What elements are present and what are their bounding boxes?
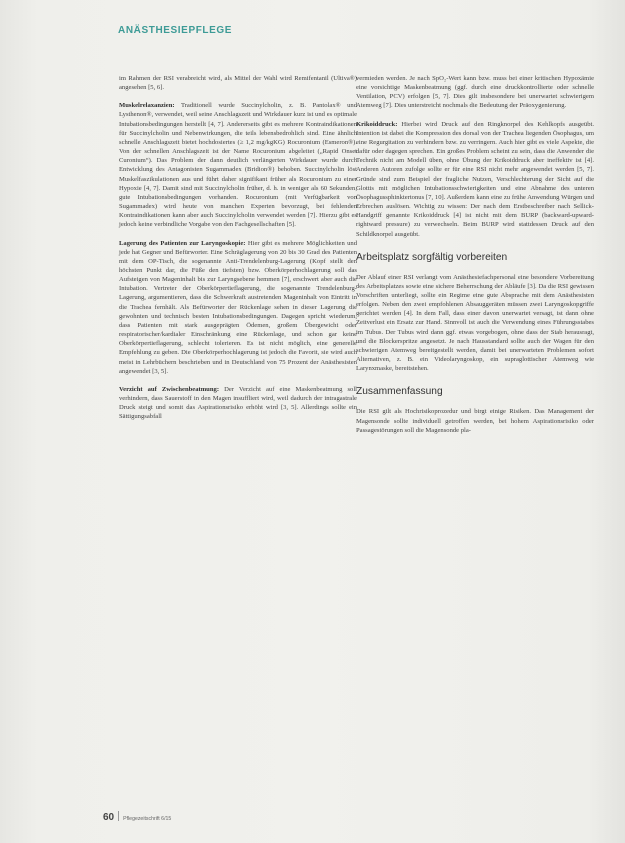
paragraph-title: Krikoiddruck:: [356, 120, 398, 128]
paragraph-muscle-relaxants: [119, 101, 357, 229]
footer-divider: [118, 811, 119, 821]
page-footer: [103, 807, 171, 825]
section-label: ANÄSTHESIEPFLEGE: [118, 25, 233, 36]
left-column: [119, 74, 357, 430]
paragraph-summary: Die RSI gilt als Hochrisikoprozedur und birgt einige Risiken. Das Management der Magensonde sollte individuell getroffen werden, bei hohem Aspirationsrisiko oder Passagestörungen soll die Magensonde pla-: [356, 408, 594, 434]
paragraph-workplace: Der Ablauf einer RSI verlangt vom Anästhesiefachpersonal eine besondere Vorbereitung des Arbeitsplatzes sowie eine sichere Beherrschung der Abläufe [3]. Da die RSI gewissen Vorschriften unterliegt, sollte ein Regime eine gute Absprache mit dem Anästhesisten erfolgen. Neben den zwei empfohlenen Absauggeräten müssen zwei Laryngoskopgriffe gerichtet werden [4]. In dem Fall, dass einer davon unerwartet versagt, ist dann ohne Zeitverlust ein Ersatz zur Hand. Sinnvoll ist auch die Verwendung eines Führungsstabes im Tubus. Der Tubus wird dann ggf. etwas vorgebogen, ohne dass der Stab herausragt, und die Blockerspritze angesetzt. Je nach Hausstandard sollte auch der Wagen für den schwierigen Atemweg bereitgestellt werden, damit bei unerwarteten Problemen sofort Alternativen, z. B. ein Videolaryngoskop, ein supraglottischer Atemweg wie Larynxmaske, bereitstehen.: [356, 273, 594, 373]
paragraph-opioid-continuation: im Rahmen der RSI verabreicht wird, als Mittel der Wahl wird Remifentanil (Ultiva®) angesehen [5, 6].: [119, 75, 357, 92]
paragraph-title: Muskelrelaxanzien:: [119, 102, 175, 110]
paragraph-patient-positioning: [119, 239, 357, 376]
right-column: [356, 74, 594, 444]
paragraph-title: Verzicht auf Zwischenbeatmung:: [119, 385, 220, 393]
paragraph-ventilation-continuation: vermieden werden. Je nach SpO₂-Wert kann bzw. muss bei einer kritischen Hypoxämie eine vorsichtige Maskenbeatmung (ggf. durch eine druckkontrollierte oder schnelle Ventilation, PCV) erfolgen [5, 7]. Dies gilt insbesondere bei unerwartet schwierigem Atemweg [7]. Dies unterstreicht nochmals die Bedeutung der Präoxygenierung.: [356, 75, 594, 110]
paragraph-text: Hierbei wird Druck auf den Ringknorpel des Kehlkopfs ausgeübt. Intention ist dabei die Kompression des dorsal von der Trachea liegenden Ösophagus, um eine Regurgitation zu verhindern bzw. zu verringern. Auch hier gibt es viele Aspekte, die dafür oder dagegen sprechen. Ein großes Problem scheint zu sein, dass die Anwender die Technik nicht am Modell üben, ohne Übung der Krikoiddruck aber ineffektiv ist [4]. Anderen Autoren zufolge sollte er für eine RSI nicht mehr angewendet werden [5, 7]. Gründe sind zum Beispiel der fragliche Nutzen, Verschlechterung der Sicht auf die Glottis mit möglichen Intubationsschwierigkeiten und eine Abnahme des unteren Ösophagussphinktertonus [7, 10]. Außerdem kann eine zu frühe Anwendung Würgen und Erbrechen auslösen. Wichtig zu wissen: Der nach dem Erstbeschreiber nach Sellick-Handgriff genannte Krikoiddruck [4] ist nicht mit dem BURP (backward-upward-rightward pressure) zu verwechseln. Beim BURP wird stattdessen Druck auf den Schildknorpel ausgeübt.: [356, 120, 594, 238]
paragraph-cricoid-pressure: [356, 120, 594, 239]
paragraph-text: Der Verzicht auf eine Maskenbeatmung soll verhindern, dass Sauerstoff in den Magen insuffliert wird, weil dadurch der intragastrale Druck steigt und somit das Aspirationsrisiko erhöht wird [3, 5]. Allerdings sollte ein Sättigungsabfall: [119, 385, 357, 421]
heading-summary: Zusammenfassung: [356, 386, 443, 398]
paragraph-title: Lagerung des Patienten zur Laryngoskopie:: [119, 239, 246, 247]
page-number: 60: [103, 812, 115, 823]
paragraph-no-interim-ventilation: [119, 385, 357, 422]
heading-workplace: Arbeitsplatz sorgfältig vorbereiten: [356, 251, 508, 263]
paragraph-text: Hier gibt es mehrere Möglichkeiten und jede hat Gegner und Befürworter. Eine Schräglagerung von 20 bis 30 Grad des Patienten mit dem OP-Tisch, die sogenannte Anti-Trendelenburg-Lagerung (Kopf stellt den höchsten Punkt dar, die Füße den tiefsten) bzw. Oberkörperhochlagerung soll das Aufsteigen von Mageninhalt bis zur Laryngsebene hemmen [7], erschwert aber auch die Intubation. Vertreter der Oberkörpertieflagerung, die sogenannte Trendelenburg-Lagerung, argumentieren, dass die Schwerkraft austretenden Mageninhalt von Eintritt in die Trachea fernhält. Als Befürworter der Rückenlage sehen in dieser Lagerung die gewohnten und technisch besten Intubationsbedingungen. Dagegen spricht wiederum, dass Patienten mit stark ausgeprägten Ödemen, großem Übergewicht oder respiratorischer/kardialer Einschränkung eine Rückenlage, und schon gar keine Oberkörpertieflagerung, schlecht tolerieren. Es ist nicht möglich, eine generelle Empfehlung zu geben. Die Oberkörperhochlagerung ist jedoch die Favorit, sie wird auch meist in Lehrbüchern beschrieben und in Deutschland von 75 Prozent der Anästhesisten angewendet [3, 5].: [119, 239, 358, 375]
paragraph-text: Traditionell wurde Succinylcholin, z. B. Pantolax® und Lysthenon®, verwendet, weil seine Anschlagszeit und Wirkdauer kurz ist und es optimale Intubationsbedingungen herstellt [4, 7]. Andererseits gibt es mehrere Kontraindikationen für Succinylcholin und Nebenwirkungen, die teils lebensbedrohlich sind. Eine ähnlich schnelle Anschlagszeit bietet hochdosiertes (≥ 1,2 mg/kgKG) Rocuronium (Esmeron®). Von der schnellen Anschlagszeit ist der Name Rocuronium abgeleitet („Rapid Onset Curonium“). Das Problem der dann deutlich verlängerten Wirkdauer wurde durch Entwicklung des Antagonisten Sugammadex (Bridion®) behoben. Succinylcholin löst Muskelfaszikulationen aus und führt daher signifikant früher als Rocuronium zu einer Hypoxie [4, 7]. Damit sind mit Succinylcholin früher, d. h. in weniger als 60 Sekunden, gute Intubationsbedingungen vorhanden. Rocuronium (mit Verfügbarkeit von Sugammadex) wird heute von manchen Experten bevorzugt, bei fehlenden Kontraindikationen kann aber auch Succinylcholin verwendet werden [7]. Hierzu gibt es jedoch keine verbindliche Vorgabe von den Fachgesellschaften [5].: [119, 102, 357, 229]
journal-name: Pflegezeitschrift 6/15: [123, 816, 172, 822]
